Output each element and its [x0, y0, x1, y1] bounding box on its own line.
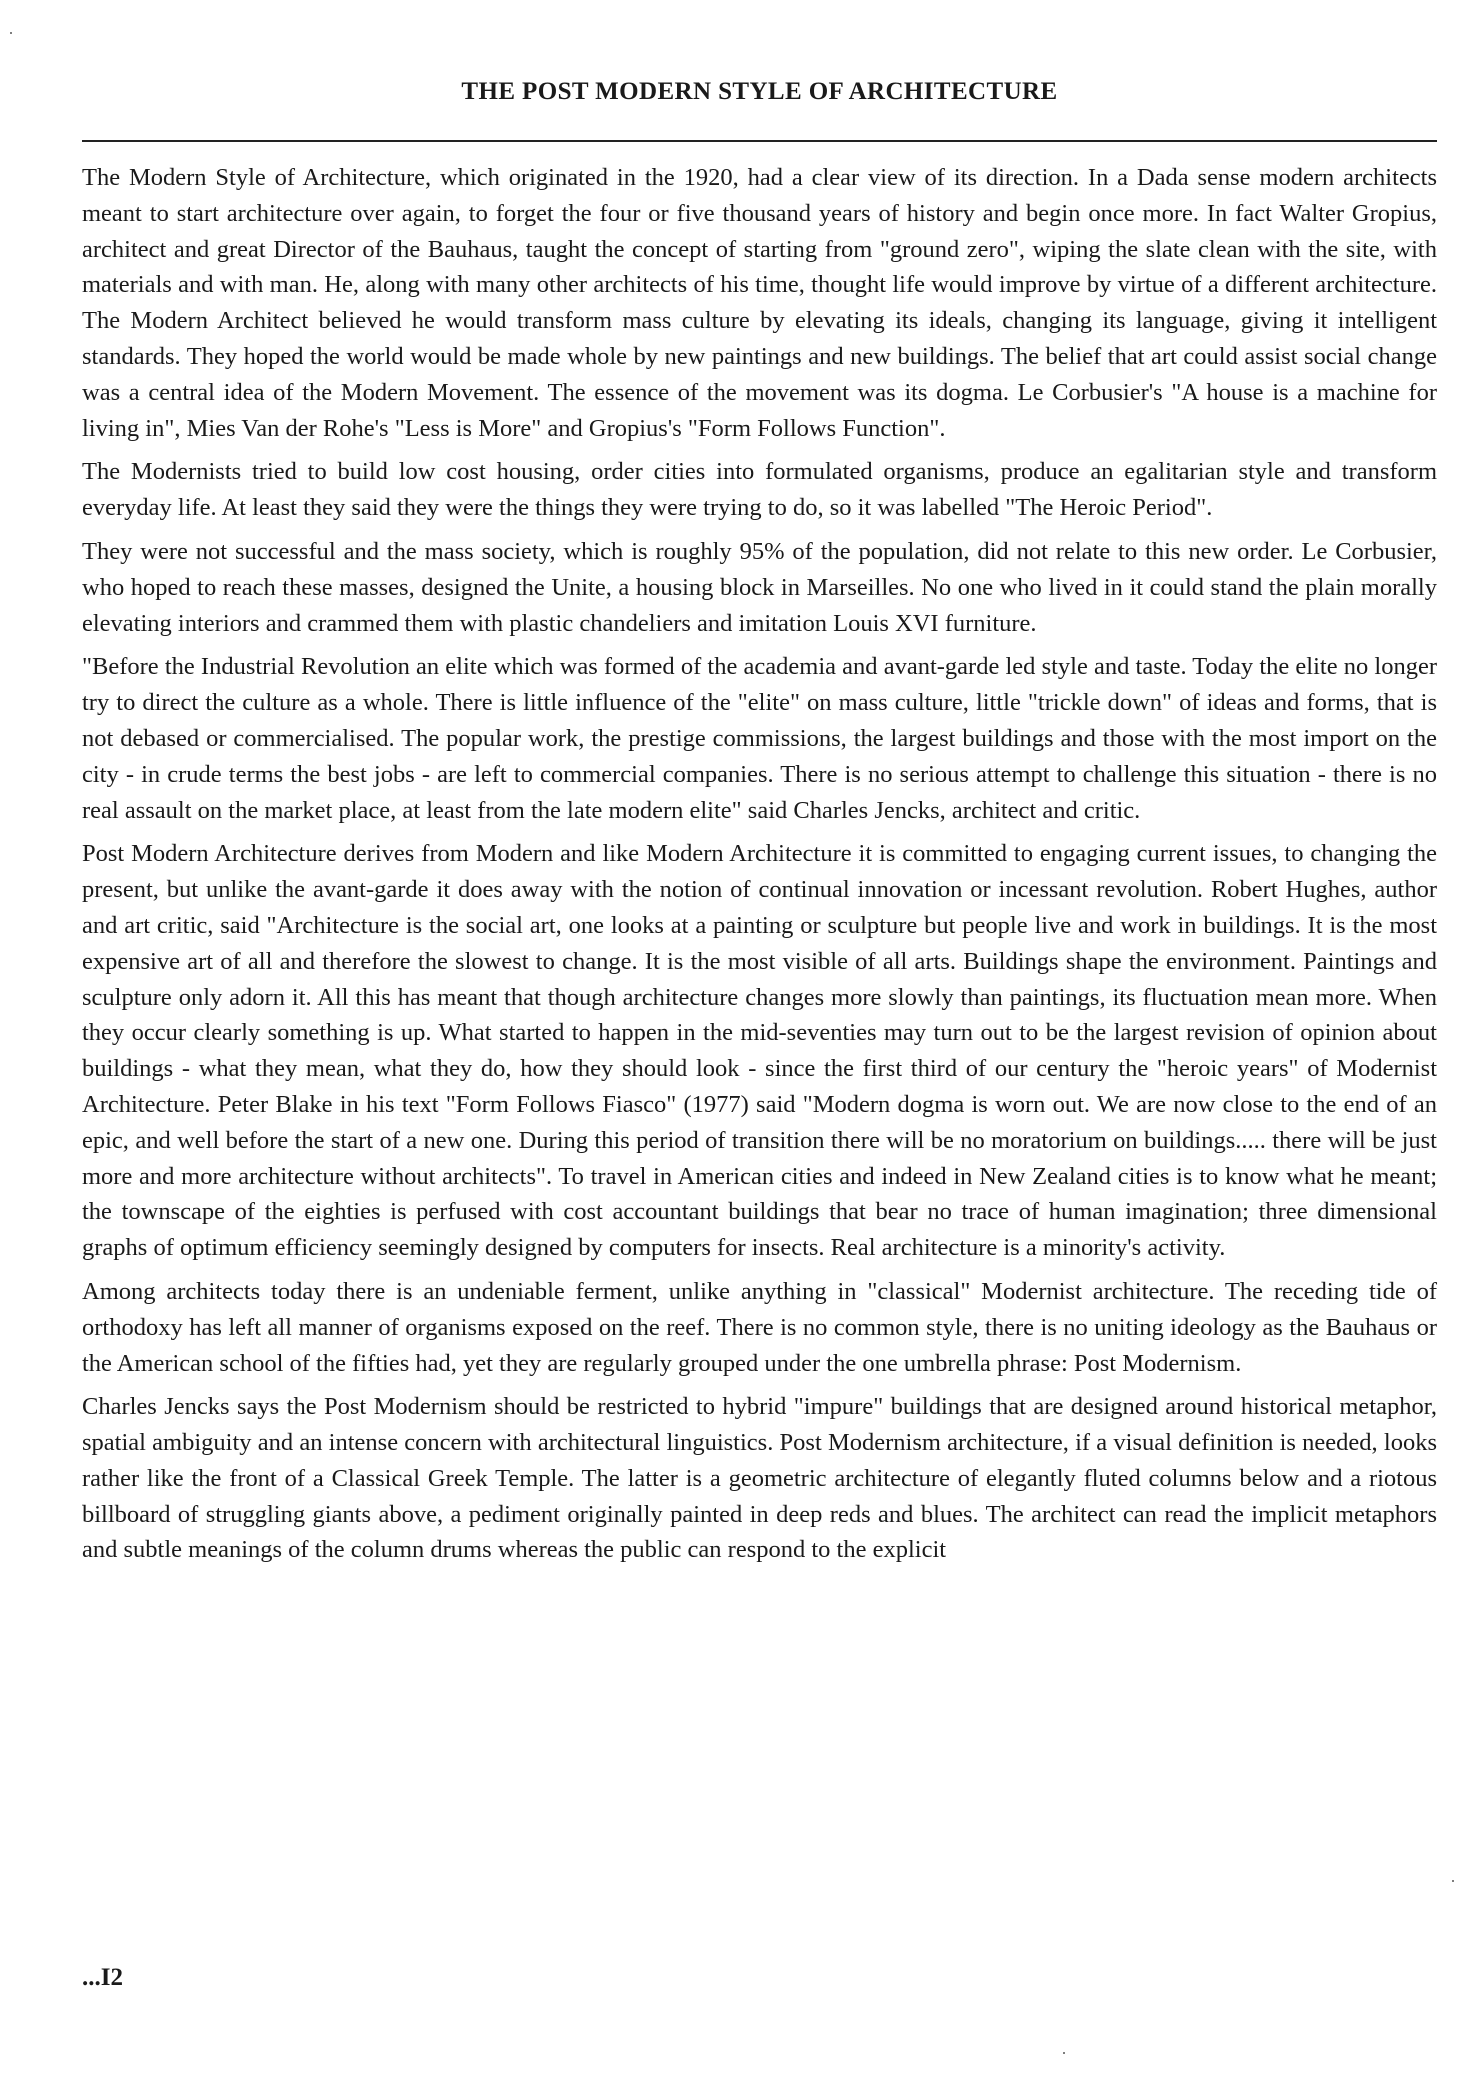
document-title: THE POST MODERN STYLE OF ARCHITECTURE [461, 78, 1058, 105]
page-continuation-marker: ...I2 [82, 1964, 123, 1991]
document-body [82, 160, 1437, 1576]
paragraph-mass-society: They were not successful and the mass society, which is roughly 95% of the population, did not relate to this new order. Le Corbusier, who hoped to reach these masses, designed the Unite, a housing block in Marseilles. No one who lived in it could stand the plain morally elevating interiors and crammed them with plastic chandeliers and imitation Louis XVI furniture. [82, 537, 1437, 637]
paragraph-ferment: Among architects today there is an undeniable ferment, unlike anything in "classical" Modernist architecture. The receding tide of orthodoxy has left all manner of organisms exposed on the reef. There is no common style, there is no uniting ideology as the Bauhaus or the American school of the fifties had, yet they are regularly grouped under the one umbrella phrase: Post Modernism. [82, 1277, 1437, 1377]
title-rule [82, 140, 1437, 142]
paragraph-jencks-definition: Charles Jencks says the Post Modernism should be restricted to hybrid "impure" buildings that are designed around historical metaphor, spatial ambiguity and an intense concern with architectural linguistics. Post Modernism architecture, if a visual definition is needed, looks rather like the front of a Classical Greek Temple. The latter is a geometric architecture of elegantly fluted columns below and a riotous billboard of struggling giants above, a pediment originally painted in deep reds and blues. The architect can read the implicit metaphors and subtle meanings of the column drums whereas the public can respond to the explicit [82, 1393, 1437, 1564]
scan-speck [1063, 2052, 1065, 2054]
paragraph-post-modern-derives: Post Modern Architecture derives from Modern and like Modern Architecture it is committed to engaging current issues, to changing the present, but unlike the avant-garde it does away with the notion of continual innovation or incessant revolution. Robert Hughes, author and art critic, said "Architecture is the social art, one looks at a painting or sculpture but people live and work in buildings. It is the most expensive art of all and therefore the slowest to change. It is the most visible of all arts. Buildings shape the environment. Paintings and sculpture only adorn it. All this has meant that though architecture changes more slowly than paintings, its fluctuation mean more. When they occur clearly something is up. What started to happen in the mid-seventies may turn out to be the largest revision of opinion about buildings - what they mean, what they do, how they should look - since the first third of our century the "heroic years" of Modernist Architecture. Peter Blake in his text "Form Follows Fiasco" (1977) said "Modern dogma is worn out. We are now close to the end of an epic, and well before the start of a new one. During this period of transition there will be no moratorium on buildings..... there will be just more and more architecture without architects". To travel in American cities and indeed in New Zealand cities is to know what he meant; the townscape of the eighties is perfused with cost accountant buildings that bear no trace of human imagination; three dimensional graphs of optimum efficiency seemingly designed by computers for insects. Real architecture is a minority's activity. [82, 840, 1437, 1262]
scan-speck [10, 32, 12, 34]
paragraph-jencks-quote: "Before the Industrial Revolution an elite which was formed of the academia and avant-garde led style and taste. Today the elite no longer try to direct the culture as a whole. There is little influence of the "elite" on mass culture, little "trickle down" of ideas and forms, that is not debased or commercialised. The popular work, the prestige commissions, the largest buildings and those with the most import on the city - in crude terms the best jobs - are left to commercial companies. There is no serious attempt to challenge this situation - there is no real assault on the market place, at least from the late modern elite" said Charles Jencks, architect and critic. [82, 653, 1437, 824]
paragraph-modernists: The Modernists tried to build low cost housing, order cities into formulated organisms, produce an egalitarian style and transform everyday life. At least they said they were the things they were trying to do, so it was labelled "The Heroic Period". [82, 458, 1437, 522]
scan-speck [1452, 1880, 1454, 1882]
paragraph-modern-style: The Modern Style of Architecture, which originated in the 1920, had a clear view of its direction. In a Dada sense modern architects meant to start architecture over again, to forget the four or five thousand years of history and begin once more. In fact Walter Gropius, architect and great Director of the Bauhaus, taught the concept of starting from "ground zero", wiping the slate clean with the site, with materials and with man. He, along with many other architects of his time, thought life would improve by virtue of a different architecture. The Modern Architect believed he would transform mass culture by elevating its ideals, changing its language, giving it intelligent standards. They hoped the world would be made whole by new paintings and new buildings. The belief that art could assist social change was a central idea of the Modern Movement. The essence of the movement was its dogma. Le Corbusier's "A house is a machine for living in", Mies Van der Rohe's "Less is More" and Gropius's "Form Follows Function". [82, 164, 1437, 442]
